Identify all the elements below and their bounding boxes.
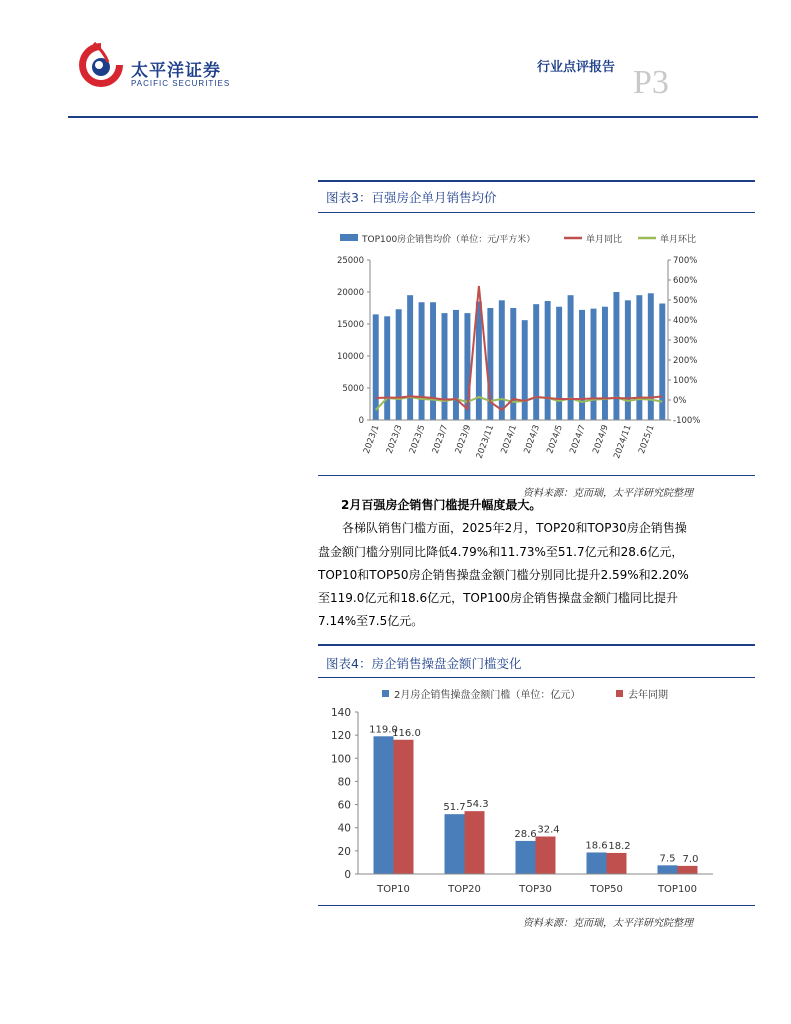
y-tick-label: 80 [337,776,351,789]
price-bar [568,295,574,420]
y-tick-label: 40 [337,822,351,835]
y2-tick-label: 100% [673,376,698,386]
current-value-label: 51.7 [443,802,466,814]
price-bar [533,304,539,420]
price-bar [499,300,505,420]
figure3-source: 资料来源：克而瑞，太平洋研究院整理 [523,488,693,499]
price-bar [591,309,597,420]
y2-tick-label: 500% [673,296,698,306]
y2-tick-label: 0% [673,396,687,406]
price-bar [419,302,425,420]
figure3-title-rule [318,212,755,213]
price-bar [613,292,619,420]
y-tick-label: 0 [358,416,364,426]
current-bar [587,852,607,874]
price-bar [545,301,551,420]
price-bar [453,310,459,420]
y2-tick-label: -100% [673,416,701,426]
threshold-chart-bars [374,736,698,874]
last-year-value-label: 32.4 [537,824,560,836]
figure4-title: 图表4：房企销售操盘金额门槛变化 [326,656,522,671]
current-value-label: 28.6 [514,828,537,840]
y-tick-label: 60 [337,799,351,812]
y-tick-label: 100 [330,753,351,766]
threshold-chart-y-axis [331,707,358,881]
threshold-chart-x-axis [358,874,713,895]
last-year-bar [607,853,627,874]
legend-yoy: 单月同比 [586,235,623,245]
price-bar [579,310,585,420]
threshold-chart [318,682,755,904]
price-chart-legend [340,233,696,245]
x-tick-label: 2024/7 [568,423,588,456]
current-bar [374,736,394,874]
price-bar [648,293,654,420]
price-bar [659,304,665,420]
y2-tick-label: 400% [673,316,698,326]
x-category-label: TOP50 [590,884,623,895]
y-tick-label: 5000 [342,384,364,394]
body-heading: 2月百强房企销售门槛提升幅度最大。 [341,498,542,512]
x-category-label: TOP100 [657,884,698,895]
legend-swatch-last-year [616,690,623,697]
current-bar [445,814,465,874]
x-tick-label: 2023/9 [453,423,474,456]
body-line-1: 各梯队销售门槛方面，2025年2月，TOP20和TOP30房企销售操 [342,521,687,535]
x-tick-label: 2024/1 [499,423,520,456]
y-tick-label: 25000 [336,256,364,266]
price-bar [556,307,562,420]
x-tick-label: 2024/11 [612,423,634,461]
price-bar [636,295,642,420]
price-bar [476,302,482,420]
price-chart-y2-axis [668,256,700,426]
price-bar [407,295,413,420]
body-line-5: 7.14%至7.5亿元。 [318,614,424,628]
figure3-bottom-rule [318,475,755,476]
price-bar [442,313,448,420]
legend-swatch-price [340,234,358,241]
last-year-value-label: 116.0 [392,727,421,739]
price-bar [396,309,402,420]
y-tick-label: 0 [344,869,351,881]
x-category-label: TOP20 [448,884,481,895]
body-line-4: 至119.0亿元和18.6亿元，TOP100房企销售操盘金额门槛同比提升 [318,591,678,605]
legend-mom: 单月环比 [660,235,697,245]
price-chart [318,222,755,470]
y-tick-label: 10000 [336,352,364,362]
y2-tick-label: 600% [673,276,698,286]
price-chart-y-axis [337,256,370,426]
current-bar [658,865,678,874]
current-value-label: 119.0 [369,724,398,736]
logo-text-cn: 太平洋证券 [131,61,221,81]
x-category-label: TOP30 [519,884,552,895]
y2-tick-label: 700% [673,256,698,266]
header-rule [68,116,758,118]
price-bar [522,320,528,420]
figure4-top-rule [318,644,755,646]
last-year-value-label: 7.0 [682,853,699,865]
y2-tick-label: 200% [673,356,698,366]
x-tick-label: 2023/7 [430,423,451,456]
threshold-chart-legend [382,688,668,701]
last-year-bar [536,837,556,874]
price-bar [430,302,436,420]
body-line-3: TOP10和TOP50房企销售操盘金额门槛分别同比提升2.59%和2.20% [318,568,689,582]
y-tick-label: 15000 [336,320,364,330]
current-bar [516,841,536,874]
y2-tick-label: 300% [673,336,698,346]
y-tick-label: 20 [337,845,351,858]
legend-current: 2月房企销售操盘金额门槛（单位：亿元） [394,690,581,701]
x-tick-label: 2023/3 [384,423,405,456]
x-tick-label: 2023/11 [474,423,497,461]
pacific-securities-logo-icon [76,40,126,90]
y-tick-label: 140 [330,707,351,719]
last-year-bar [678,866,698,874]
body-line-2: 盘金额门槛分别同比降低4.79%和11.73%至51.7亿元和28.6亿元， [318,545,684,559]
figure4-title-rule [318,677,755,678]
report-type: 行业点评报告 [537,60,616,75]
price-bar [625,300,631,420]
price-chart-x-axis [362,420,668,460]
x-tick-label: 2025/1 [637,423,657,456]
x-tick-label: 2023/5 [407,423,428,456]
figure4-source: 资料来源：克而瑞，太平洋研究院整理 [523,918,693,929]
legend-last-year: 去年同期 [628,690,668,701]
price-bar [373,314,379,420]
legend-swatch-current [382,690,389,697]
current-value-label: 18.6 [585,840,608,852]
last-year-bar [465,811,485,874]
figure3-title: 图表3：百强房企单月销售均价 [326,190,497,205]
x-tick-label: 2024/3 [522,423,543,456]
y-tick-label: 120 [330,730,351,743]
figure4-bottom-rule [318,905,755,906]
y-tick-label: 20000 [336,288,364,298]
current-value-label: 7.5 [659,853,676,865]
price-bar [602,307,608,420]
figure3-top-rule [318,180,755,182]
last-year-value-label: 54.3 [466,799,489,811]
last-year-bar [394,740,414,874]
x-tick-label: 2024/9 [591,423,611,456]
logo-text-en: PACIFIC SECURITIES [131,79,231,88]
price-bar [384,316,390,420]
x-tick-label: 2024/5 [545,423,565,456]
price-bar [510,308,516,420]
legend-price: TOP100房企销售均价（单位：元/平方米） [362,235,536,245]
x-category-label: TOP10 [377,884,410,895]
last-year-value-label: 18.2 [608,840,631,852]
page-number: P3 [633,64,669,101]
x-tick-label: 2023/1 [361,423,382,456]
